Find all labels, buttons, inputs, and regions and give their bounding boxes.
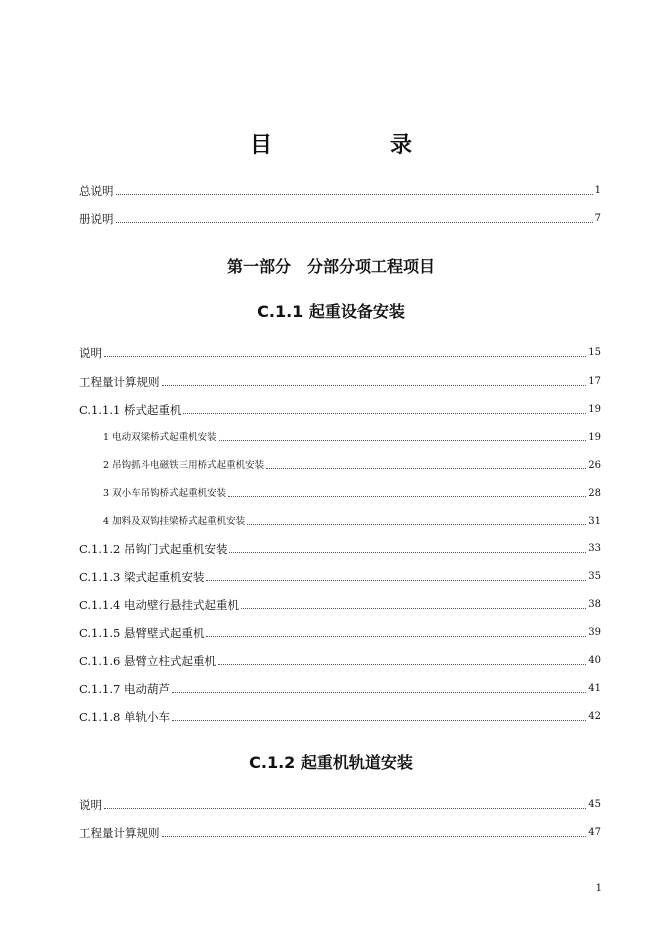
toc-leader-dots	[172, 692, 586, 693]
toc-entry-page: 19	[588, 404, 601, 415]
section-heading: C.1.2 起重机轨道安装	[249, 753, 413, 772]
toc-entry-page: 19	[588, 432, 601, 443]
toc-entry-label: C.1.1.2 吊钩门式起重机安装	[79, 542, 228, 556]
toc-entry-page: 15	[588, 347, 601, 358]
toc-leader-dots	[206, 580, 586, 581]
toc-entry-label: 2 吊钩抓斗电磁铁三用桥式起重机安装	[103, 460, 265, 471]
toc-leader-dots	[219, 440, 587, 441]
toc-entry[interactable]	[79, 598, 601, 612]
toc-entry-label: C.1.1.4 电动壁行悬挂式起重机	[79, 598, 239, 612]
toc-subentry[interactable]	[103, 460, 601, 472]
toc-leader-dots	[228, 496, 586, 497]
toc-leader-dots	[266, 468, 586, 469]
toc-entry-page: 35	[588, 571, 601, 582]
toc-entry[interactable]	[79, 184, 601, 198]
toc-entry[interactable]	[79, 682, 601, 696]
page-number: 1	[595, 883, 602, 894]
toc-leader-dots	[104, 356, 586, 357]
toc-entry-page: 41	[588, 683, 601, 694]
toc-entry-page: 38	[588, 599, 601, 610]
toc-leader-dots	[218, 664, 586, 665]
toc-leader-dots	[116, 222, 593, 223]
toc-entry-page: 26	[588, 460, 601, 471]
toc-entry[interactable]	[79, 626, 601, 640]
toc-leader-dots	[183, 413, 586, 414]
toc-entry[interactable]	[79, 542, 601, 556]
toc-entry[interactable]	[79, 375, 601, 389]
toc-entry-label: 1 电动双梁桥式起重机安装	[103, 432, 217, 443]
toc-entry-label: 册说明	[79, 212, 114, 226]
toc-entry[interactable]	[79, 403, 601, 417]
toc-entry[interactable]	[79, 212, 601, 226]
toc-entry[interactable]	[79, 826, 601, 840]
toc-entry-label: 总说明	[79, 184, 114, 198]
toc-entry[interactable]	[79, 570, 601, 584]
toc-entry-page: 45	[588, 799, 601, 810]
toc-entry-label: 3 双小车吊钩桥式起重机安装	[103, 488, 227, 499]
toc-entry-page: 47	[588, 827, 601, 838]
toc-subentry[interactable]	[103, 488, 601, 500]
toc-leader-dots	[172, 720, 586, 721]
toc-entry-page: 28	[588, 488, 601, 499]
toc-entry-page: 40	[588, 655, 601, 666]
toc-leader-dots	[241, 608, 586, 609]
toc-entry[interactable]	[79, 346, 601, 360]
toc-entry-page: 17	[588, 376, 601, 387]
toc-entry[interactable]	[79, 798, 601, 812]
toc-entry-label: C.1.1.6 悬臂立柱式起重机	[79, 654, 216, 668]
toc-subentry[interactable]	[103, 516, 601, 528]
toc-entry-label: 说明	[79, 798, 102, 812]
toc-entry[interactable]	[79, 710, 601, 724]
toc-entry[interactable]	[79, 654, 601, 668]
toc-leader-dots	[229, 552, 586, 553]
toc-entry-label: 说明	[79, 346, 102, 360]
toc-entry-page: 39	[588, 627, 601, 638]
section-heading: C.1.1 起重设备安装	[257, 302, 405, 321]
toc-subentry[interactable]	[103, 432, 601, 444]
toc-entry-page: 7	[594, 213, 601, 224]
toc-entry-label: C.1.1.5 悬臂壁式起重机	[79, 626, 205, 640]
toc-entry-label: 工程量计算规则	[79, 826, 160, 840]
toc-leader-dots	[247, 524, 586, 525]
toc-entry-page: 42	[588, 711, 601, 722]
toc-entry-label: C.1.1.8 单轨小车	[79, 710, 170, 724]
toc-entry-label: 4 加料及双钩挂梁桥式起重机安装	[103, 516, 246, 527]
part-heading: 第一部分 分部分项工程项目	[226, 257, 435, 276]
toc-entry-label: C.1.1.7 电动葫芦	[79, 682, 170, 696]
toc-leader-dots	[162, 385, 587, 386]
toc-leader-dots	[206, 636, 586, 637]
toc-entry-page: 31	[588, 516, 601, 527]
toc-entry-label: 工程量计算规则	[79, 375, 160, 389]
toc-entry-page: 33	[588, 543, 601, 554]
toc-entry-label: C.1.1.3 梁式起重机安装	[79, 570, 205, 584]
toc-entry-page: 1	[594, 185, 601, 196]
toc-leader-dots	[104, 808, 586, 809]
toc-entry-label: C.1.1.1 桥式起重机	[79, 403, 182, 417]
page-title: 目 录	[249, 133, 460, 158]
toc-leader-dots	[116, 194, 593, 195]
toc-leader-dots	[162, 836, 587, 837]
